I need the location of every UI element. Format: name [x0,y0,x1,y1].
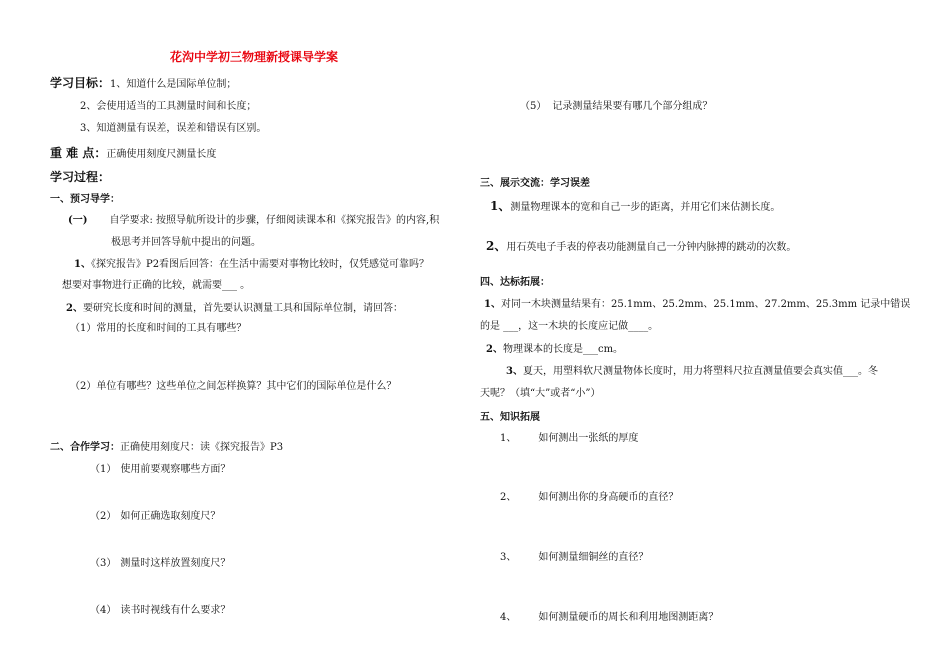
coop-item-4-text: 读书时视线有什么要求？ [120,605,231,616]
objectives-line-1 [50,76,236,92]
knowledge-item-2-num: 2、 [500,492,517,503]
coop-item-1-text: 使用前要观察哪些方面？ [120,464,231,475]
extend-item-2 [486,343,623,357]
extend-item-2-text: 物理课本的长度是___cm。 [502,344,624,355]
extend-item-3-line-1: 夏天，用塑料软尺测量物体长度时，用力将塑料尺拉直测量值要会真实值___。冬 [522,366,878,377]
key-point-text: 正确使用刻度尺测量长度 [106,149,217,160]
knowledge-item-4-text: 如何测量硬币的周长和利用地图测距离？ [538,612,719,623]
extend-item-3 [506,365,878,379]
key-point [50,146,216,162]
coop-item-2-num: （2） [90,511,117,522]
knowledge-item-3 [500,551,648,565]
extend-item-1-num: 1、 [484,299,501,310]
question-1-line-1: 《探究报告》P2看图后回答：在生活中需要对事物比较时，仅凭感觉可靠吗？ [90,259,430,270]
page-title: 花沟中学初三物理新授课导学案 [170,50,339,64]
section-2-text: 正确使用刻度尺：读《探究报告》P3 [120,442,284,453]
coop-item-2 [90,510,220,524]
question-1-num: 1、 [74,259,91,270]
objective-3: 3、知道测量有误差，误差和错误有区别。 [80,123,267,134]
question-2-num: 2、 [66,303,83,314]
extend-item-3-line-2: 天呢？（填“大”或者“小”） [480,388,601,399]
question-2 [66,302,403,316]
self-study-text-2: 极思考并回答导航中提出的问题。 [111,237,261,248]
knowledge-item-4 [500,611,718,625]
objective-1: 1、知道什么是国际单位制； [110,79,237,90]
knowledge-item-2-text: 如何测出你的身高硬币的直径？ [538,492,679,503]
coop-item-3 [90,557,230,571]
knowledge-item-1-num: 1、 [500,433,517,444]
knowledge-item-3-text: 如何测量细铜丝的直径？ [538,552,649,563]
extend-item-1 [484,298,910,312]
knowledge-item-3-num: 3、 [500,552,517,563]
show-item-1-text: 测量物理课本的宽和自己一步的距离，并用它们来估测长度。 [510,202,781,213]
section-4-title: 四、达标拓展： [480,277,550,288]
question-2-text: 要研究长度和时间的测量，首先要认识测量工具和国际单位制，请回答： [82,303,403,314]
extend-item-2-num: 2、 [486,344,503,355]
section-3-title: 三、展示交流：学习误差 [480,178,590,189]
question-1-line-2: 想要对事物进行正确的比较，就需要___ 。 [62,280,251,291]
question-2-sub-2: （2）单位有哪些？这些单位之间怎样换算？其中它们的国际单位是什么？ [70,381,397,392]
key-point-label: 重 难 点： [50,146,107,160]
knowledge-item-4-num: 4、 [500,612,517,623]
section-5-title: 五、知识拓展 [480,412,540,423]
section-1-title: 一、预习导学： [50,194,120,205]
coop-item-4 [90,604,230,618]
knowledge-item-1-text: 如何测出一张纸的厚度 [538,433,639,444]
question-5 [520,100,712,114]
extend-item-1-line-2: 的是 ___，这一木块的长度应记做____。 [480,321,659,332]
question-2-sub-1: （1）常用的长度和时间的工具有哪些？ [70,323,247,334]
knowledge-item-1 [500,432,638,446]
self-study-line-1 [68,214,439,228]
extend-item-1-line-1: 对同一木块测量结果有：25.1mm、25.2mm、25.1mm、27.2mm、25.3mm 记录中错误 [500,299,911,310]
self-study-label: (一) [68,215,88,226]
question-1 [74,258,429,272]
coop-item-1 [90,463,230,477]
coop-item-1-num: （1） [90,464,117,475]
question-5-num: （5） [520,101,547,112]
knowledge-item-2 [500,491,678,505]
show-item-1 [490,199,780,215]
coop-item-2-text: 如何正确选取刻度尺？ [120,511,221,522]
coop-item-4-num: （4） [90,605,117,616]
objectives-label: 学习目标： [50,76,111,90]
coop-item-3-num: （3） [90,558,117,569]
extend-item-3-num: 3、 [506,366,523,377]
show-item-2-num: 2、 [486,239,507,253]
coop-item-3-text: 测量时这样放置刻度尺？ [120,558,231,569]
question-5-text: 记录测量结果要有哪几个部分组成？ [552,101,713,112]
show-item-2-text: 用石英电子手表的停表功能测量自己一分钟内脉搏的跳动的次数。 [506,242,797,253]
self-study-text-1: 自学要求: 按照导航所设计的步骤，仔细阅读课本和《探究报告》的内容,积 [109,215,440,226]
process-label: 学习过程： [50,170,111,184]
section-2-header [50,441,283,455]
objective-2: 2、会使用适当的工具测量时间和长度； [80,101,257,112]
section-2-title: 二、合作学习： [50,442,120,453]
show-item-1-num: 1、 [490,199,511,213]
show-item-2 [486,239,796,255]
